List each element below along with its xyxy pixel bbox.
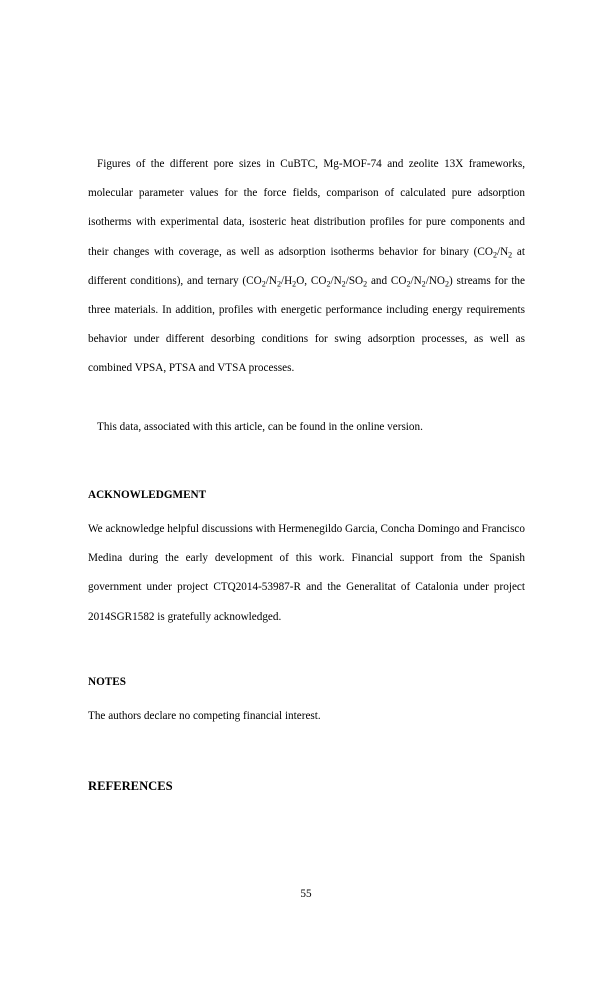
page-number: 55: [300, 888, 312, 900]
notes-heading: NOTES: [88, 676, 126, 688]
formula-co2-n2-no2: $CO_2/N_2/NO_2$: [390, 274, 450, 289]
formula-co2-n2-h2o: $CO_2/N_2/H_2O$: [246, 274, 305, 289]
references-heading: REFERENCES: [88, 779, 173, 793]
formula-co2-n2-so2: $CO_2/N_2/SO_2$: [310, 274, 368, 289]
acknowledgment-heading: ACKNOWLEDGMENT: [88, 489, 207, 501]
supplementary-text-part-3: ) streams for the three materials. In addition, profiles with energetic performance including energy requirements behavior under different desorbing conditions for swing adsorption processes, as well as combined VPSA, PTSA and VTSA processes.: [88, 274, 525, 375]
acknowledgment-paragraph: We acknowledge helpful discussions with Hermenegildo Garcia, Concha Domingo and Francisco Medina during the early development of this work. Financial support from the Spanish government under project CTQ2014-53987-R and the Generalitat of Catalonia under project 2014SGR1582 is gratefully acknowledged.: [88, 523, 525, 623]
supplementary-paragraph: Figures of the different pore sizes in CuBTC, Mg-MOF-74 and zeolite 13X frameworks, molecular parameter values for the force fields, comparison of calculated pure adsorption isotherms with experimental data, isosteric heat distribution profiles for pure components and their changes with coverage, as well as adsorption isotherms behavior for binary ($CO_2/N_2$ at different conditions), and ternary ($CO_2/N_2/H_2O$, $CO_2/N_2/SO_2$ and $CO_2/N_2/NO_2$) streams for the three materials. In addition, profiles with energetic performance including energy requirements behavior under different desorbing conditions for swing adsorption processes, as well as combined VPSA, PTSA and VTSA processes.: [88, 158, 525, 375]
formula-co2-n2: $CO_2/N_2$: [477, 245, 513, 259]
supplementary-note-paragraph: This data, associated with this article, can be found in the online version.: [97, 421, 423, 433]
supplementary-text-part-1: Figures of the different pore sizes in CuBTC, Mg-MOF-74 and zeolite 13X frameworks, molecular parameter values for the force fields, comparison of calculated pure adsorption isotherms with experimental data, isosteric heat distribution profiles for pure components and their changes with coverage, as well as adsorption isotherms behavior for binary (: [88, 158, 525, 258]
notes-paragraph: The authors declare no competing financial interest.: [88, 710, 321, 722]
supplementary-text-part-2: at different conditions), and ternary (: [88, 245, 525, 287]
